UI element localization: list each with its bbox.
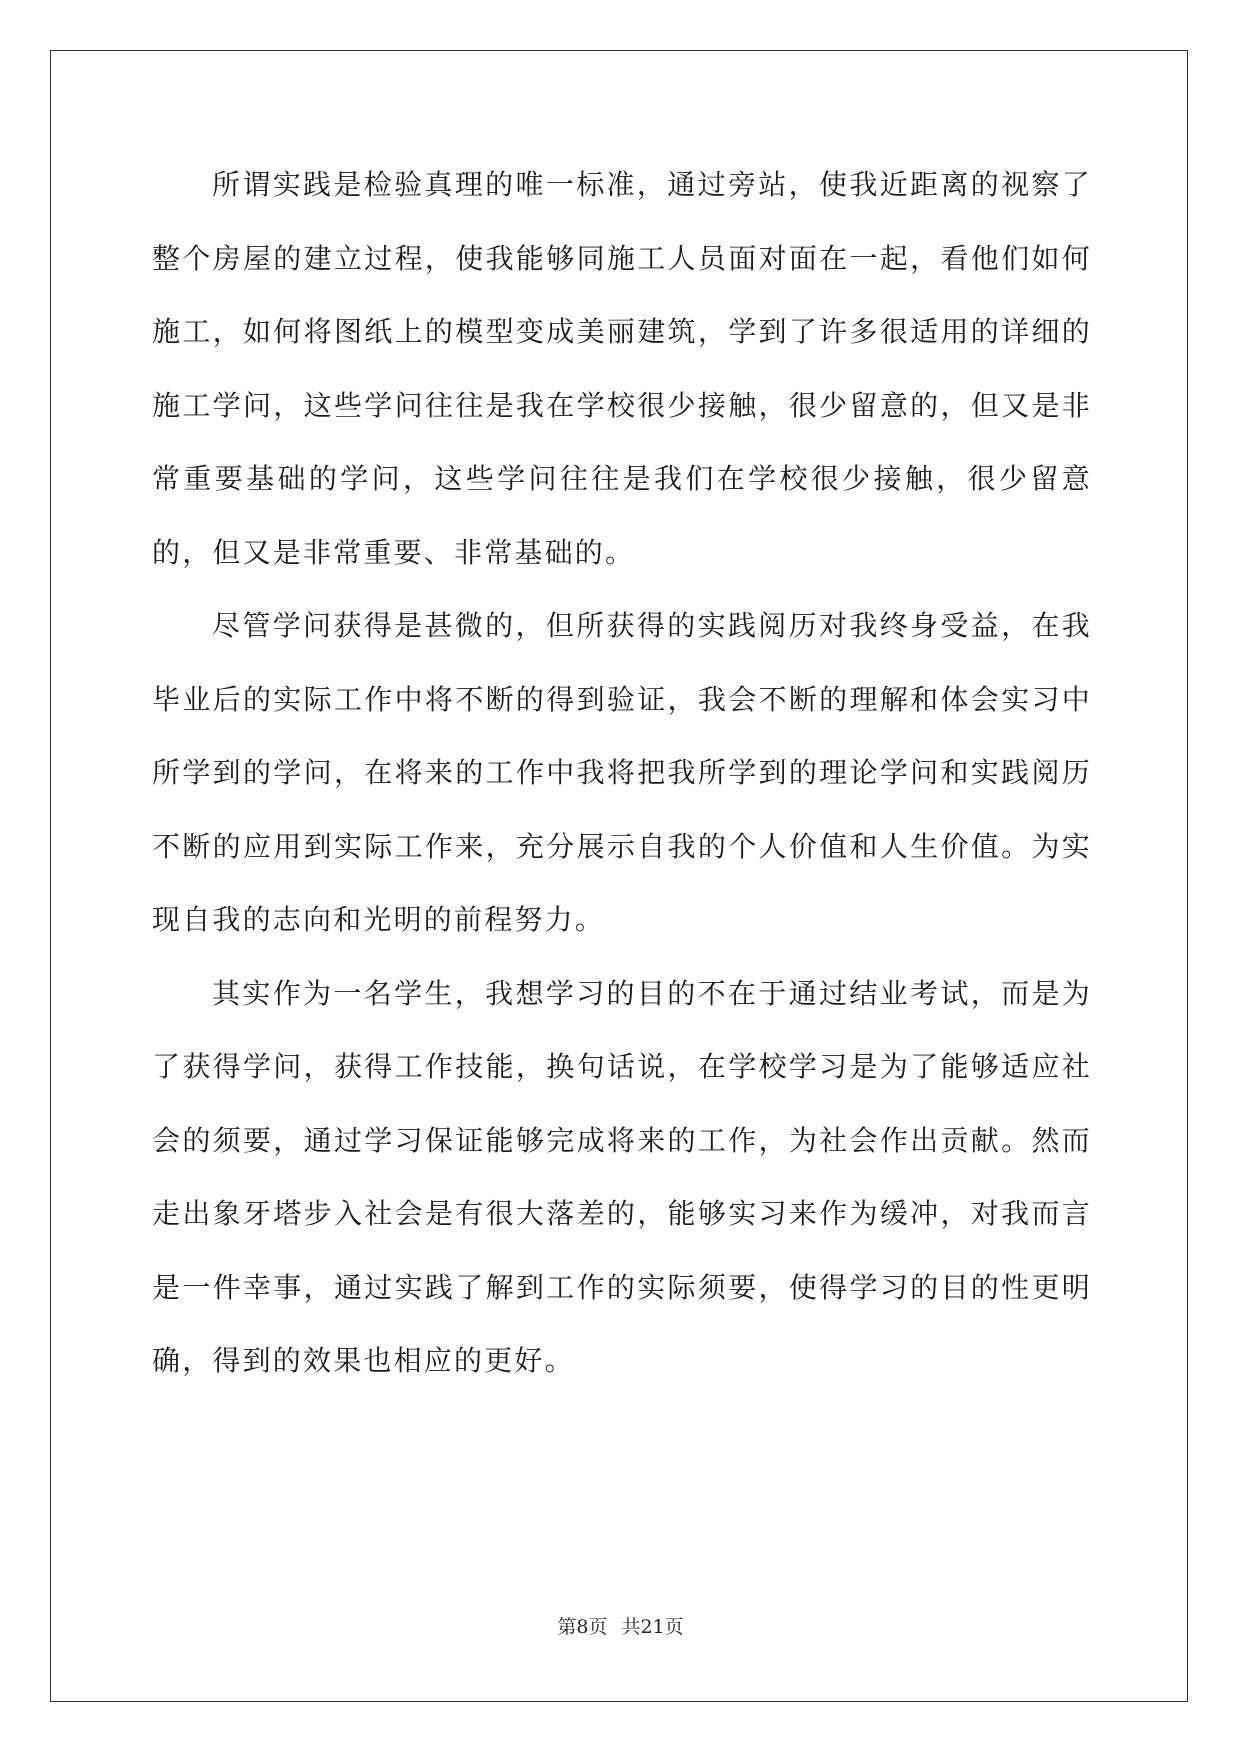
page-total: 共21页 [621, 1616, 684, 1638]
paragraph-3: 其实作为一名学生，我想学习的目的不在于通过结业考试，而是为了获得学问，获得工作技能，换句话说，在学校学习是为了能够适应社会的须要，通过学习保证能够完成将来的工作，为社会作出贡献。然而走出象牙塔步入社会是有很大落差的，能够实习来作为缓冲，对我而言是一件幸事，通过实践了解到工作的实际须要，使得学习的目的性更明确，得到的效果也相应的更好。 [152, 976, 1092, 1377]
page-number: 第8页 [557, 1616, 608, 1638]
paragraph-2: 尽管学问获得是甚微的，但所获得的实践阅历对我终身受益，在我毕业后的实际工作中将不断的得到验证，我会不断的理解和体会实习中所学到的学问，在将来的工作中我将把我所学到的理论学问和实践阅历不断的应用到实际工作来，充分展示自我的个人价值和人生价值。为实现自我的志向和光明的前程努力。 [152, 609, 1092, 936]
page-footer [0, 1612, 1241, 1639]
document-body [152, 148, 1092, 1398]
paragraph-1: 所谓实践是检验真理的唯一标准，通过旁站，使我近距离的视察了整个房屋的建立过程，使我能够同施工人员面对面在一起，看他们如何施工，如何将图纸上的模型变成美丽建筑，学到了许多很适用的详细的施工学问，这些学问往往是我在学校很少接触，很少留意的，但又是非常重要基础的学问，这些学问往往是我们在学校很少接触，很少留意的，但又是非常重要、非常基础的。 [152, 168, 1092, 569]
